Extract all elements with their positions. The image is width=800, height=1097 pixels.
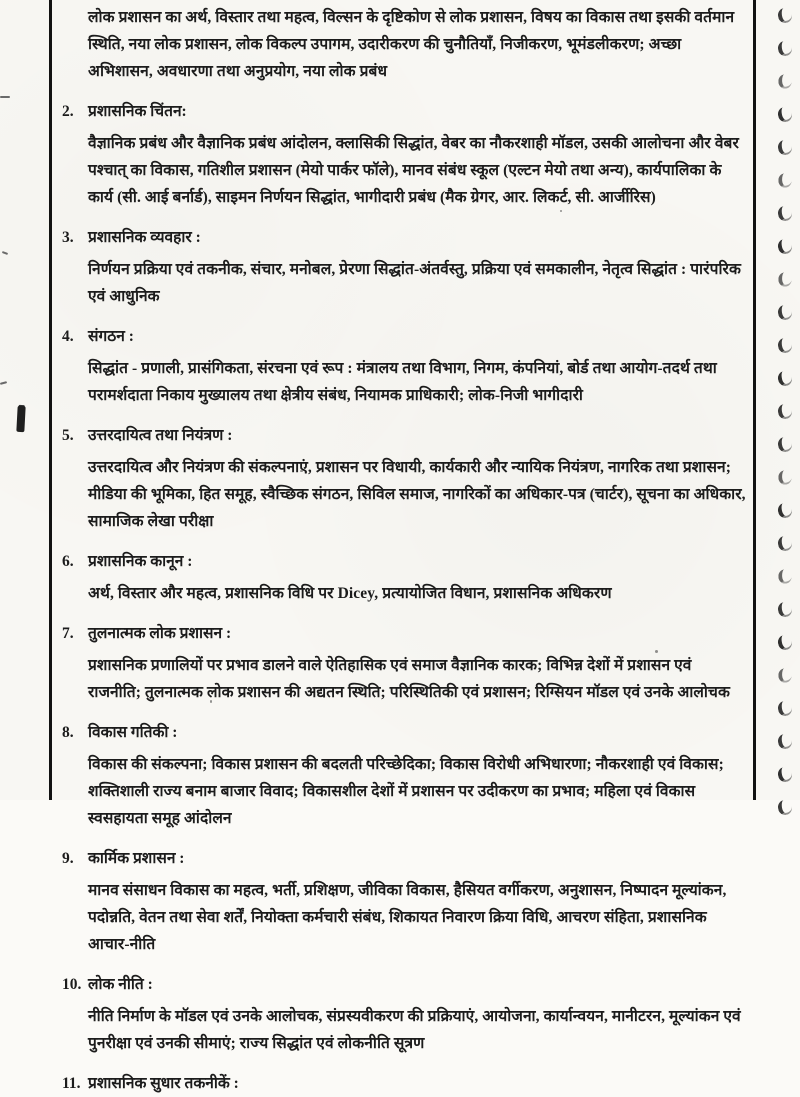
spiral-binding-marks [772,8,798,833]
section-number: 10. [62,976,82,993]
section-body-text: अर्थ, विस्तार और महत्व, प्रशासनिक विधि पर Dicey, प्रत्यायोजित विधान, प्रशासनिक अधिकरण [88,585,612,602]
syllabus-section [62,845,746,958]
section-body-text: नीति निर्माण के मॉडल एवं उनके आलोचक, संप्रस्यवीकरण की प्रक्रियाएं, आयोजना, कार्यान्वयन, मानीटरन, मूल्यांकन एवं पुनरीक्षा एवं उनकी सीमाएं; राज्य सिद्धांत एवं लोकनीति सूत्रण [88,1008,741,1052]
binding-hole-mark [776,238,793,256]
binding-hole-mark [777,304,793,321]
binding-hole-mark [778,173,792,188]
section-title: कार्मिक प्रशासन : [88,850,185,867]
section-heading [62,719,746,746]
syllabus-section [62,98,746,211]
section-heading [62,971,746,998]
section-number: 7. [62,625,74,642]
binding-hole-mark [777,337,793,354]
section-body-text: सिद्धांत - प्रणाली, प्रासंगिकता, संरचना एवं रूप : मंत्रालय तथा विभाग, निगम, कंपनियां, बोर्ड तथा आयोग-तदर्थ तथा परामर्शदाता निकाय मुख्यालय तथा क्षेत्रीय संबंध, नियामक प्राधिकारी; लोक-निजी भागीदारी [88,360,717,404]
binding-hole-mark [776,634,793,652]
section-heading [62,845,746,872]
binding-hole-mark [776,370,793,388]
syllabus-section [62,548,746,607]
section-title: प्रशासनिक चिंतन: [88,103,187,120]
section-title: प्रशासनिक व्यवहार : [88,229,201,246]
scan-artifact [0,381,7,385]
binding-hole-mark [778,74,792,89]
section-title: विकास गतिकी : [88,724,178,741]
section-title: तुलनात्मक लोक प्रशासन : [88,625,232,642]
section-heading [62,1070,746,1097]
binding-hole-mark [778,668,792,683]
section-heading [62,224,746,251]
binding-hole-mark [777,700,793,717]
syllabus-section [62,620,746,706]
section-number: 3. [62,229,74,246]
binding-hole-mark [776,502,793,520]
binding-hole-mark [777,535,793,552]
section-title: लोक नीति : [88,976,153,993]
binding-hole-mark [777,733,793,750]
section-body-text: निर्णयन प्रक्रिया एवं तकनीक, संचार, मनोबल, प्रेरणा सिद्धांत-अंतर्वस्तु, प्रक्रिया एवं समकालीन, नेतृत्व सिद्धांत : पारंपरिक एवं आधुनिक [88,261,741,305]
scan-artifact [0,96,10,98]
section-title: प्रशासनिक कानून : [88,553,193,570]
binding-hole-mark [777,139,793,156]
left-border-rule [49,0,52,800]
section-number: 8. [62,724,74,741]
syllabus-section [62,1070,746,1097]
section-number: 9. [62,850,74,867]
section-body-text: उत्तरदायित्व और नियंत्रण की संकल्पनाएं, प्रशासन पर विधायी, कार्यकारी और न्यायिक नियंत्रण, नागरिक तथा प्रशासन; मीडिया की भूमिका, हित समूह, स्वैच्छिक संगठन, सिविल समाज, नागरिकों का अधिकार-पत्र (चार्टर), सूचना का अधिकार, सामाजिक लेखा परीक्षा [88,459,746,530]
section-heading [62,98,746,125]
binding-hole-mark [777,436,793,453]
binding-hole-mark [776,766,793,784]
right-border-rule [753,0,756,800]
binding-hole-mark [777,601,793,618]
section-title: उत्तरदायित्व तथा नियंत्रण : [88,427,233,444]
section-heading [62,422,746,449]
section-heading [62,323,746,350]
scan-artifact [2,251,8,255]
section-body-text: विकास की संकल्पना; विकास प्रशासन की बदलती परिच्छेदिका; विकास विरोधी अभिधारणा; नौकरशाही एवं विकास; शक्तिशाली राज्य बनाम बाजार विवाद; विकासशील देशों में प्रशासन पर उदीकरण का प्रभाव; महिला एवं विकास स्वसहायता समूह आंदोलन [88,756,724,827]
section-number: 2. [62,103,74,120]
section-body-text: वैज्ञानिक प्रबंध और वैज्ञानिक प्रबंध आंदोलन, क्लासिकी सिद्धांत, वेबर का नौकरशाही मॉडल, उसकी आलोचना और वेबर पश्चात् का विकास, गतिशील प्रशासन (मेयो पार्कर फॉले), मानव संबंध स्कूल (एल्टन मेयो तथा अन्य), कार्यपालिका के कार्य (सी. आई बर्नार्ड), साइमन निर्णयन सिद्धांत, भागीदारी प्रबंध (मैक ग्रेगर, आर. लिकर्ट, सी. आर्जीरिस) [88,135,739,206]
section-title: संगठन : [88,328,134,345]
syllabus-section [62,323,746,409]
syllabus-section [62,971,746,1057]
section-heading [62,620,746,647]
binding-hole-mark [776,106,793,124]
sections-list [62,98,746,1097]
ink-smudge-artifact [16,406,25,432]
section-number: 5. [62,427,74,444]
section-number: 11. [62,1075,81,1092]
binding-hole-mark [777,403,793,420]
syllabus-section [62,224,746,310]
section-body-text: प्रशासनिक प्रणालियों पर प्रभाव डालने वाले ऐतिहासिक एवं समाज वैज्ञानिक कारक; विभिन्न देशों में प्रशासन एवं राजनीति; तुलनात्मक लोक प्रशासन की अद्यतन स्थिति; परिस्थितिकी एवं प्रशासन; रिग्सियन मॉडल एवं उनके आलोचक [88,657,730,701]
syllabus-content [62,0,746,1097]
binding-hole-mark [778,272,792,287]
binding-hole-mark [777,205,793,222]
binding-hole-mark [777,40,793,57]
binding-hole-mark [777,799,793,816]
syllabus-section [62,719,746,832]
binding-hole-mark [778,470,792,485]
section-title: प्रशासनिक सुधार तकनीकें : [88,1075,239,1092]
section-number: 6. [62,553,74,570]
section-body-text: मानव संसाधन विकास का महत्व, भर्ती, प्रशिक्षण, जीविका विकास, हैसियत वर्गीकरण, अनुशासन, निष्पादन मूल्यांकन, पदोन्नति, वेतन तथा सेवा शर्तें, नियोक्ता कर्मचारी संबंध, शिकायत निवारण क्रिया विधि, आचरण संहिता, प्रशासनिक आचार-नीति [88,882,727,953]
section-heading [62,548,746,575]
syllabus-section [62,422,746,535]
binding-hole-mark [778,569,792,584]
section-number: 4. [62,328,74,345]
binding-hole-mark [777,7,793,24]
section-1-continuation-text: लोक प्रशासन का अर्थ, विस्तार तथा महत्व, विल्सन के दृष्टिकोण से लोक प्रशासन, विषय का विकास तथा इसकी वर्तमान स्थिति, नया लोक प्रशासन, लोक विकल्प उपागम, उदारीकरण की चुनौतियाँ, निजीकरण, भूमंडलीकरण; अच्छा अभिशासन, अवधारणा तथा अनुप्रयोग, नया लोक प्रबंध [88,9,735,80]
